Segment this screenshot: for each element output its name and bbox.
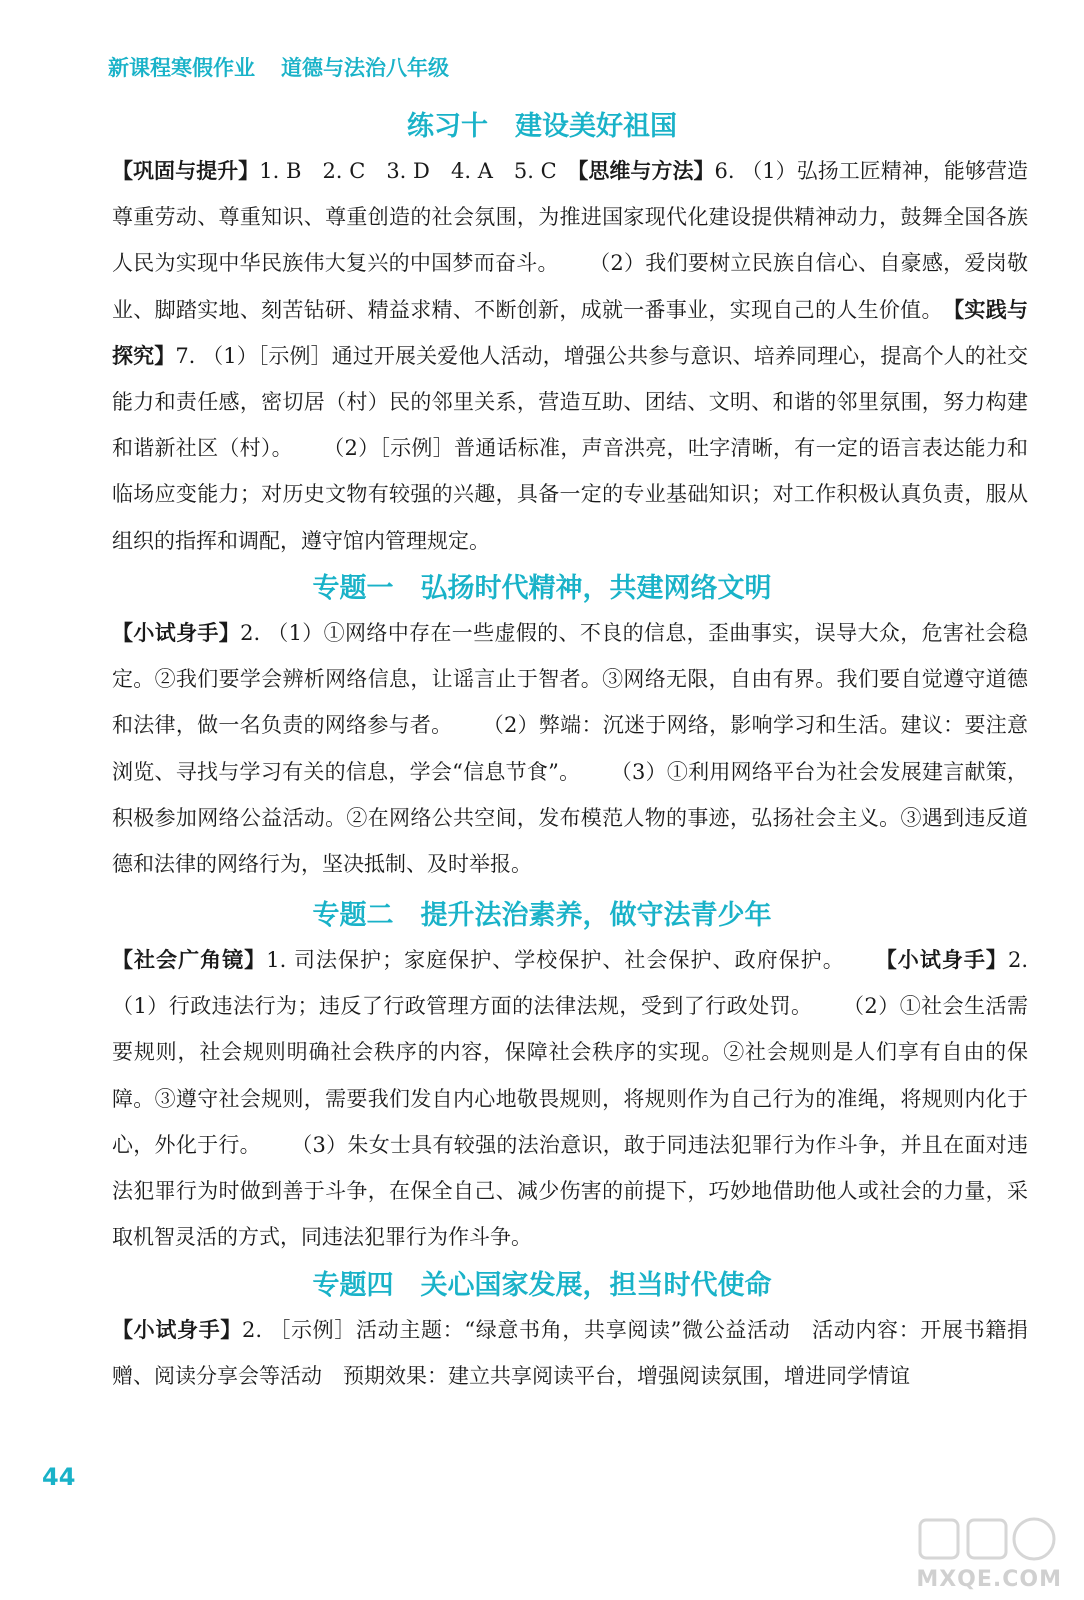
answer-text: 1. B 2. C 3. D 4. A 5. C (259, 159, 578, 183)
section-title: 专题一 弘扬时代精神，共建网络文明 (312, 573, 772, 604)
answer-tag: 【巩固与提升】 (112, 159, 260, 183)
answer-text: （3）①利用网络平台为社会发展建言献策，积极参加网络公益活动。②在网络公共空间，发布模范人物的事迹，弘扬社会主义。③遇到违反道德和法律的网络行为，坚决抵制、及时举报。 (112, 759, 1028, 877)
page-header (108, 52, 449, 82)
answer-tag: 【实践与探究】 (112, 297, 1029, 368)
answer-tag: 【小试身手】 (112, 1318, 242, 1342)
page-number: 44 (42, 1463, 76, 1491)
answer-paragraph (112, 1307, 1028, 1399)
series-title: 新课程寒假作业 (108, 56, 255, 80)
answer-text: 2. （1）行政违法行为；违反了行政管理方面的法律法规，受到了行政处罚。 (112, 948, 1028, 1019)
answer-text: 2. ［示例］活动主题：“绿意书角，共享阅读”微公益活动 活动内容：开展书籍捐赠、阅读分享会等活动 预期效果：建立共享阅读平台，增强阅读氛围，增进同学情谊 (112, 1318, 1029, 1389)
answer-text: 6. （1）弘扬工匠精神，能够营造尊重劳动、尊重知识、尊重创造的社会氛围，为推进国家现代化建设提供精神动力，鼓舞全国各族人民为实现中华民族伟大复兴的中国梦而奋斗。 (112, 159, 1029, 276)
answer-tag: 【小试身手】 (874, 948, 1008, 972)
answer-text: 7. （1）［示例］通过开展关爱他人活动，增强公共参与意识、培养同理心，提高个人的社交能力和责任感，密切居（村）民的邻里关系，营造互助、团结、文明、和谐的邻里氛围，努力构建和谐新社区（村）。 (112, 343, 1028, 461)
answer-paragraph (112, 610, 1028, 887)
answer-text: （2）［示例］普通话标准，声音洪亮，吐字清晰，有一定的语言表达能力和临场应变能力；对历史文物有较强的兴趣，具备一定的专业基础知识；对工作积极认真负责，服从组织的指挥和调配，遵守馆内管理规定。 (112, 436, 1028, 553)
answer-text: 1. 司法保护；家庭保护、学校保护、社会保护、政府保护。 (266, 948, 845, 972)
answer-tag: 【思维与方法】 (577, 159, 715, 183)
watermark-text: MXQE.COM (916, 1567, 1062, 1592)
section-title: 专题二 提升法治素养，做守法青少年 (312, 900, 772, 931)
answer-paragraph (112, 148, 1028, 564)
section-title: 专题四 关心国家发展，担当时代使命 (312, 1270, 772, 1301)
subject-title: 道德与法治八年级 (281, 56, 449, 80)
watermark-logo (912, 1514, 1062, 1592)
answer-text: （2）弊端：沉迷于网络，影响学习和生活。建议：要注意浏览、寻找与学习有关的信息，学会“信息节食”。 (112, 713, 1029, 784)
watermark-icon (912, 1514, 1062, 1574)
answer-text: 2. （1）①网络中存在一些虚假的、不良的信息，歪曲事实，误导大众，危害社会稳定。②我们要学会辨析网络信息，让谣言止于智者。③网络无限，自由有界。我们要自觉遵守道德和法律，做一名负责的网络参与者。 (112, 621, 1028, 738)
answer-text: （2）①社会生活需要规则，社会规则明确社会秩序的内容，保障社会秩序的实现。②社会规则是人们享有自由的保障。③遵守社会规则，需要我们发自内心地敬畏规则，将规则作为自己行为的准绳，将规则内化于心，外化于行。 (112, 994, 1028, 1157)
answer-tag: 【社会广角镜】 (112, 948, 267, 972)
answer-paragraph (112, 937, 1028, 1260)
answer-text: （3）朱女士具有较强的法治意识，敢于同违法犯罪行为作斗争，并且在面对违法犯罪行为时做到善于斗争，在保全自己、减少伤害的前提下，巧妙地借助他人或社会的力量，采取机智灵活的方式，同违法犯罪行为作斗争。 (112, 1132, 1029, 1250)
answer-tag: 【小试身手】 (112, 621, 241, 645)
section-title: 练习十 建设美好祖国 (407, 111, 677, 142)
answer-text: （2）我们要树立民族自信心、自豪感，爱岗敬业、脚踏实地、刻苦钻研、精益求精、不断创新，成就一番事业，实现自己的人生价值。 (112, 251, 1029, 322)
